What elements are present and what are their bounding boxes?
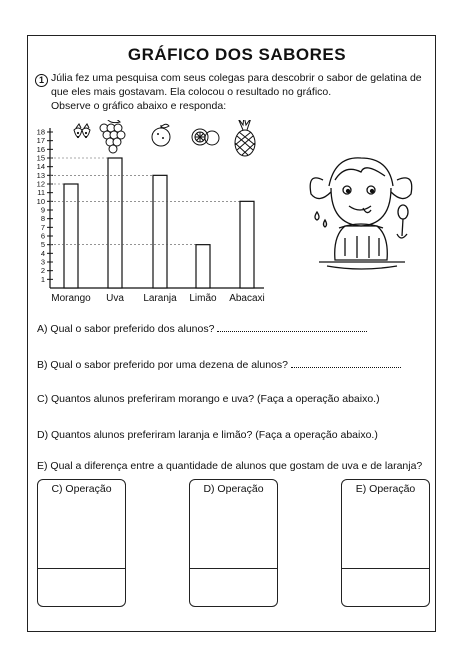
page-title: GRÁFICO DOS SABORES: [127, 45, 347, 64]
y-tick-label: 10: [36, 196, 45, 206]
operation-box-c-label: C) Operação: [51, 483, 112, 495]
bar-laranja: [153, 175, 167, 288]
y-tick-label: 6: [40, 231, 45, 241]
x-category-label: Laranja: [143, 293, 177, 304]
y-tick-label: 18: [36, 127, 45, 137]
question-number-badge: 1: [35, 74, 48, 87]
question-d-text: D) Quantos alunos preferiram laranja e limão? (Faça a operação abaixo.): [37, 429, 378, 441]
bar-uva: [108, 158, 122, 288]
question-intro-line-3: Observe o gráfico abaixo e responda:: [51, 100, 227, 112]
bar-limão: [196, 245, 210, 288]
y-tick-label: 11: [37, 188, 45, 198]
operation-box-e-label: E) Operação: [355, 483, 416, 495]
question-intro-line-1: Júlia fez uma pesquisa com seus colegas para descobrir o sabor de gelatina de: [51, 72, 422, 84]
x-category-label: Uva: [106, 293, 124, 304]
y-tick-label: 7: [40, 222, 45, 232]
question-intro-line-2: que eles mais gostavam. Ela colocou o resultado no gráfico.: [51, 86, 332, 98]
strawberry-icon: [74, 124, 90, 138]
y-tick-label: 15: [36, 153, 45, 163]
x-category-label: Morango: [51, 293, 91, 304]
y-tick-label: 12: [36, 179, 45, 189]
girl-with-jelly-illustration: [305, 150, 425, 280]
operation-box-e[interactable]: [341, 479, 430, 607]
operation-box-c-divider: [38, 568, 125, 569]
y-tick-label: 1: [40, 274, 45, 284]
operation-box-c[interactable]: [37, 479, 126, 607]
flavor-bar-chart: [32, 120, 272, 310]
question-a: [37, 322, 367, 335]
bar-morango: [64, 184, 78, 288]
x-category-label: Limão: [189, 293, 217, 304]
grapes-icon: [100, 120, 125, 153]
question-c-text: C) Quantos alunos preferiram morango e uva? (Faça a operação abaixo.): [37, 393, 380, 405]
y-tick-label: 9: [40, 205, 45, 215]
question-b-text: B) Qual o sabor preferido por uma dezena de alunos?: [37, 359, 288, 371]
y-tick-label: 8: [40, 214, 45, 224]
y-tick-label: 14: [36, 162, 45, 172]
answer-line-b[interactable]: [291, 358, 401, 368]
y-tick-label: 16: [36, 144, 45, 154]
lemon-icon: [192, 129, 219, 145]
operation-box-d-divider: [190, 568, 277, 569]
question-e-text: E) Qual a diferença entre a quantidade de alunos que gostam de uva e de laranja?: [37, 460, 423, 472]
operation-box-d-label: D) Operação: [203, 483, 264, 495]
y-tick-label: 4: [40, 248, 45, 258]
operation-box-d[interactable]: [189, 479, 278, 607]
y-tick-label: 17: [36, 136, 45, 146]
question-c: [37, 393, 380, 405]
y-tick-label: 3: [40, 257, 45, 267]
question-b: [37, 358, 401, 371]
answer-line-a[interactable]: [217, 322, 367, 332]
y-tick-label: 5: [40, 240, 45, 250]
bar-abacaxi: [240, 201, 254, 288]
question-a-text: A) Qual o sabor preferido dos alunos?: [37, 323, 215, 335]
y-tick-label: 13: [36, 170, 45, 180]
y-tick-label: 2: [40, 266, 45, 276]
question-e: [37, 460, 422, 472]
x-category-label: Abacaxi: [229, 293, 265, 304]
orange-icon: [152, 124, 170, 146]
question-d: [37, 429, 378, 441]
operation-box-e-divider: [342, 568, 429, 569]
pineapple-icon: [235, 120, 255, 156]
